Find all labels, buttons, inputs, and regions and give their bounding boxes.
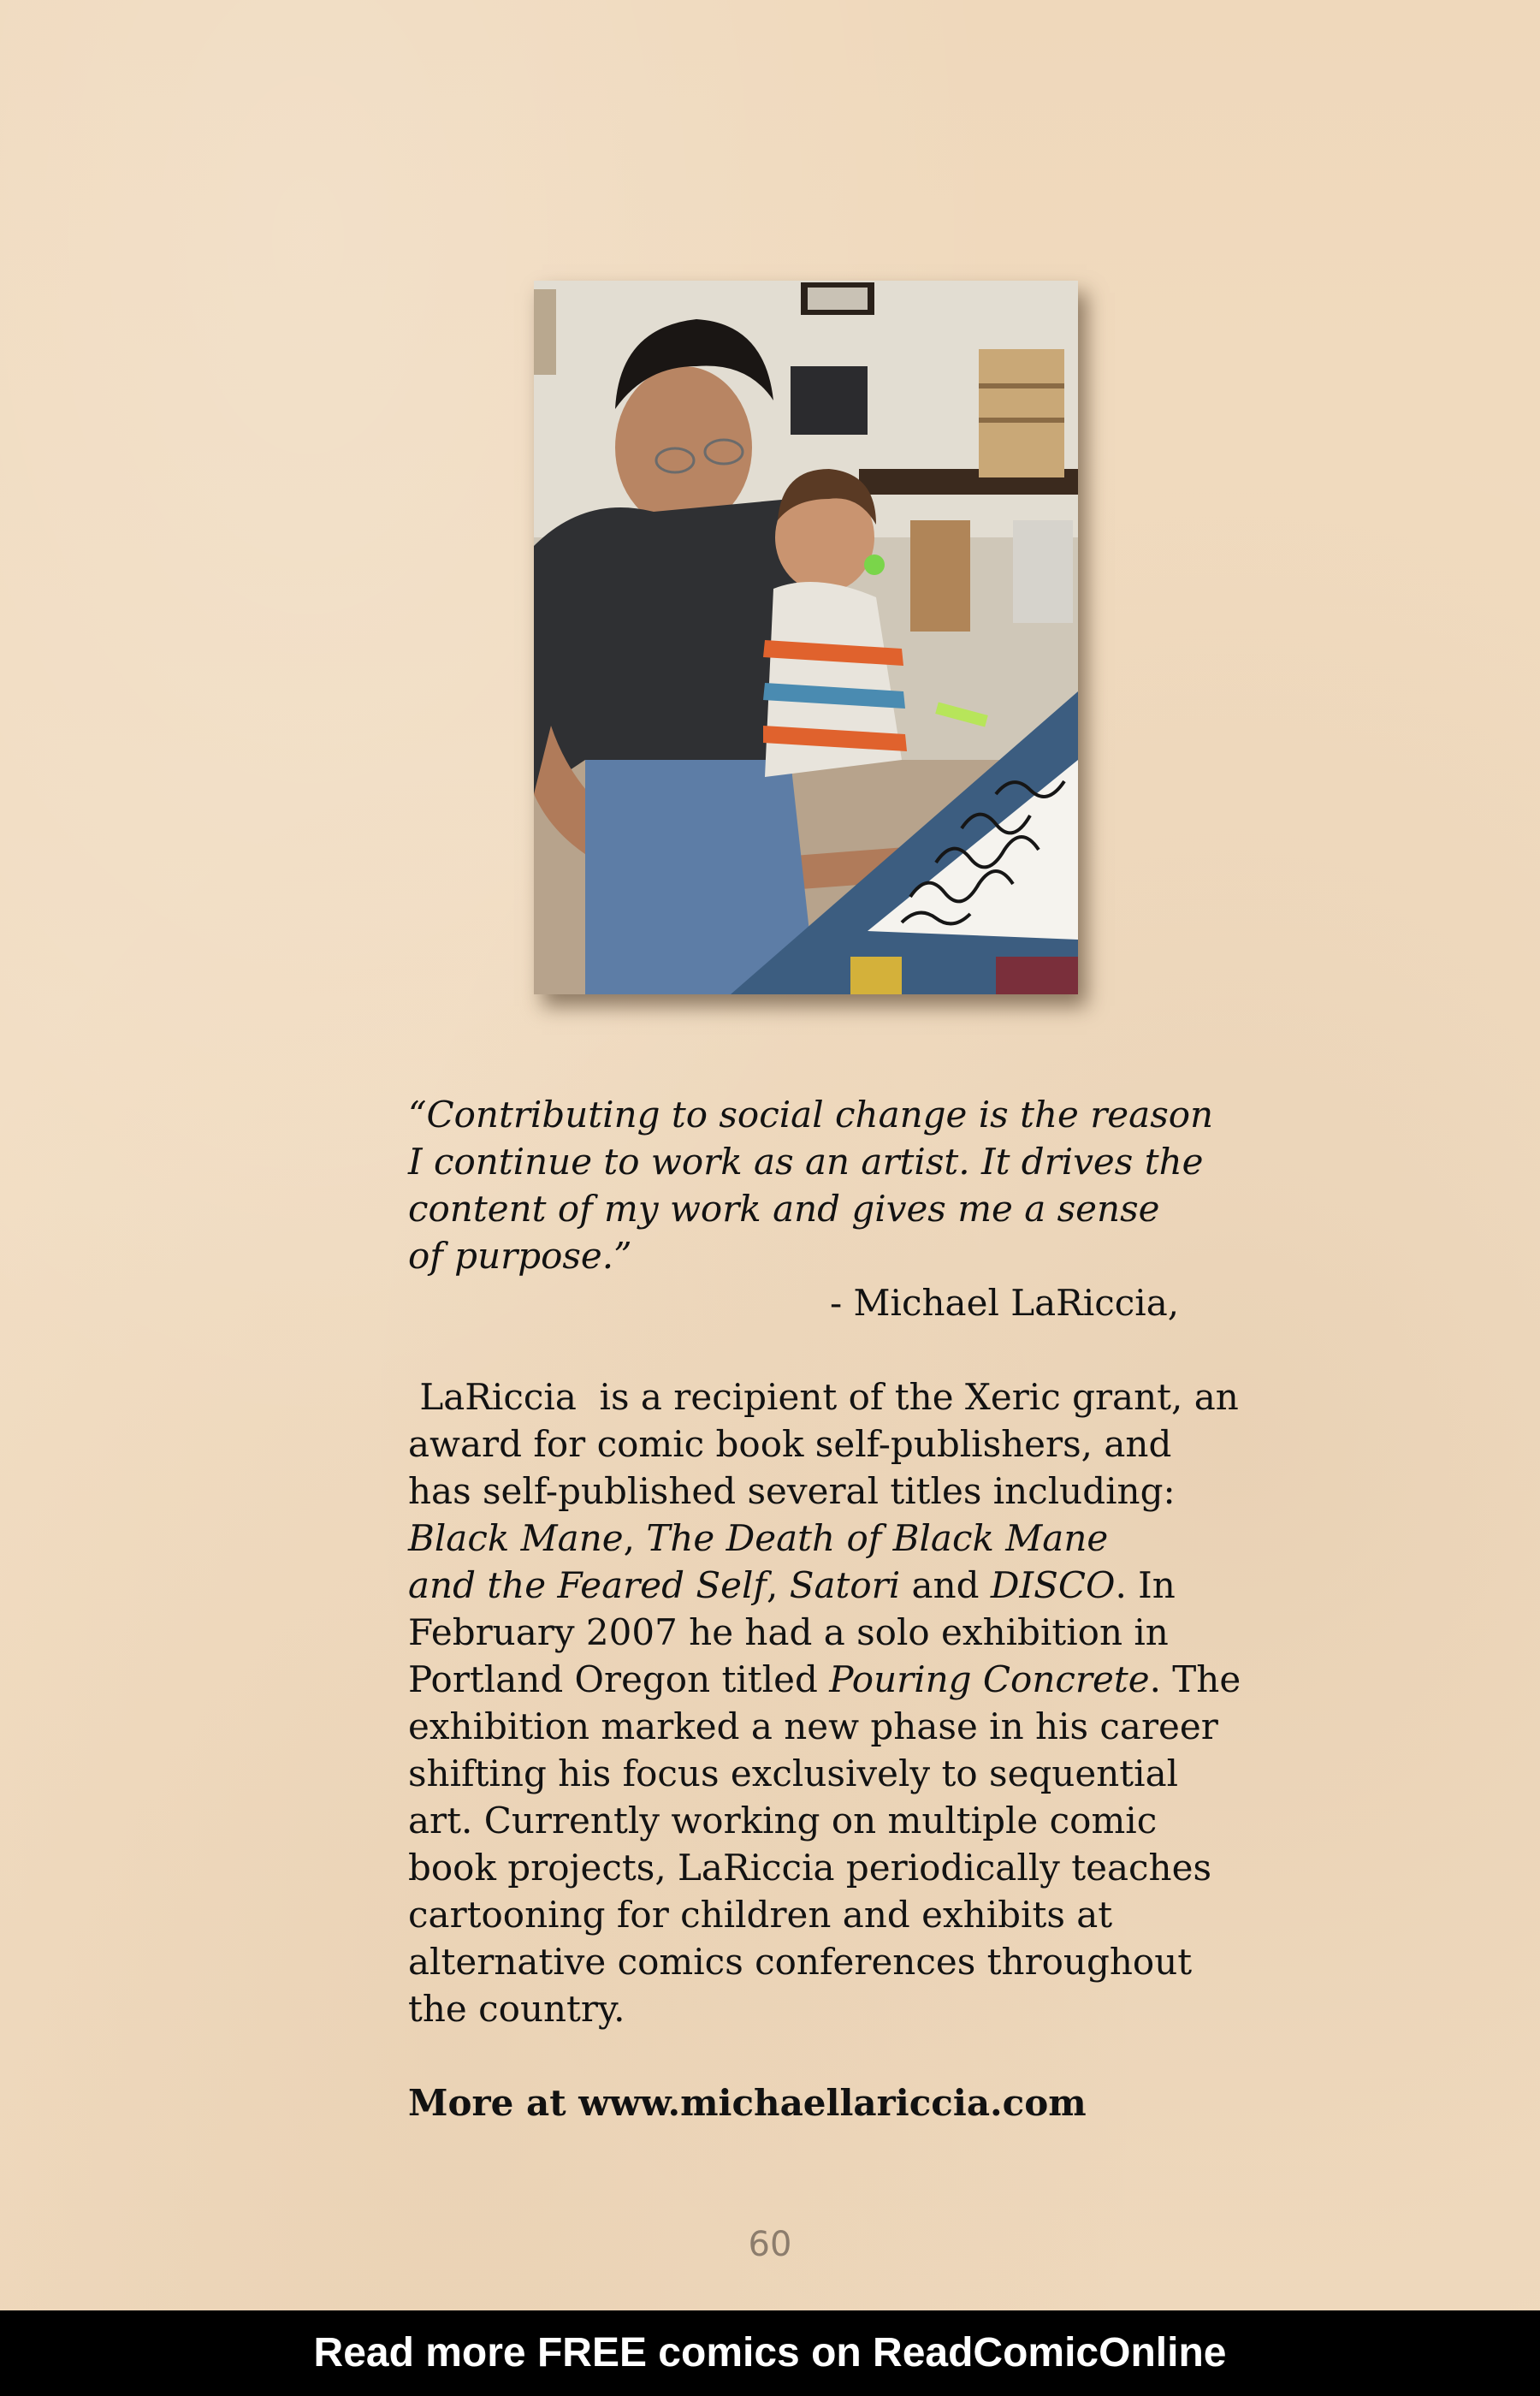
- bio-paragraph: [408, 1373, 1241, 2032]
- title-pouring-concrete: Pouring Concrete: [829, 1658, 1150, 1700]
- title-satori: Satori: [789, 1564, 901, 1606]
- bio-line: book projects, LaRiccia periodically teaches: [408, 1847, 1212, 1889]
- quote-line: “Contributing to social change is the reason: [408, 1094, 1214, 1136]
- separator: ,: [623, 1517, 647, 1559]
- bio-text: Portland Oregon titled: [408, 1658, 830, 1700]
- bio-line: alternative comics conferences throughout: [408, 1941, 1193, 1983]
- conjunction: and: [900, 1564, 991, 1606]
- title-disco: DISCO: [990, 1564, 1116, 1606]
- title-black-mane: Black Mane: [408, 1517, 624, 1559]
- bio-text: . In: [1115, 1564, 1176, 1606]
- artist-photo-image: [534, 281, 1078, 994]
- bio-line: LaRiccia is a recipient of the Xeric grant, an: [408, 1376, 1239, 1418]
- artist-photo: [534, 281, 1078, 994]
- quote-line: content of my work and gives me a sense: [408, 1188, 1160, 1230]
- bio-line: exhibition marked a new phase in his career: [408, 1705, 1218, 1747]
- bio-line: [408, 1562, 1212, 1609]
- text-block: [408, 1091, 1241, 2126]
- bio-line: [408, 1656, 1241, 1703]
- quote-line: I continue to work as an artist. It drives the: [408, 1141, 1204, 1183]
- footer-banner[interactable]: Read more FREE comics on ReadComicOnline: [0, 2310, 1540, 2396]
- bio-line: award for comic book self-publishers, and: [408, 1423, 1172, 1465]
- bio-line: art. Currently working on multiple comic: [408, 1800, 1158, 1841]
- quote-attribution: - Michael LaRiccia,: [830, 1282, 1180, 1324]
- title-death-of-black-mane: The Death of Black Mane: [646, 1517, 1109, 1559]
- separator: ,: [766, 1564, 790, 1606]
- bio-text: . The: [1149, 1658, 1241, 1700]
- bio-line: shifting his focus exclusively to sequential: [408, 1753, 1179, 1794]
- bio-line: cartooning for children and exhibits at: [408, 1894, 1113, 1936]
- bio-line: the country.: [408, 1988, 625, 2030]
- title-death-of-black-mane-cont: and the Feared Self: [408, 1564, 767, 1606]
- quote: [408, 1091, 1212, 1279]
- page-number: 60: [748, 2225, 792, 2264]
- bio-line: has self-published several titles including:: [408, 1470, 1176, 1512]
- quote-line: of purpose.”: [408, 1235, 632, 1277]
- bio-line: [408, 1515, 1212, 1562]
- website-link[interactable]: More at www.michaellariccia.com: [408, 2082, 1087, 2124]
- bio-line: February 2007 he had a solo exhibition in: [408, 1611, 1169, 1653]
